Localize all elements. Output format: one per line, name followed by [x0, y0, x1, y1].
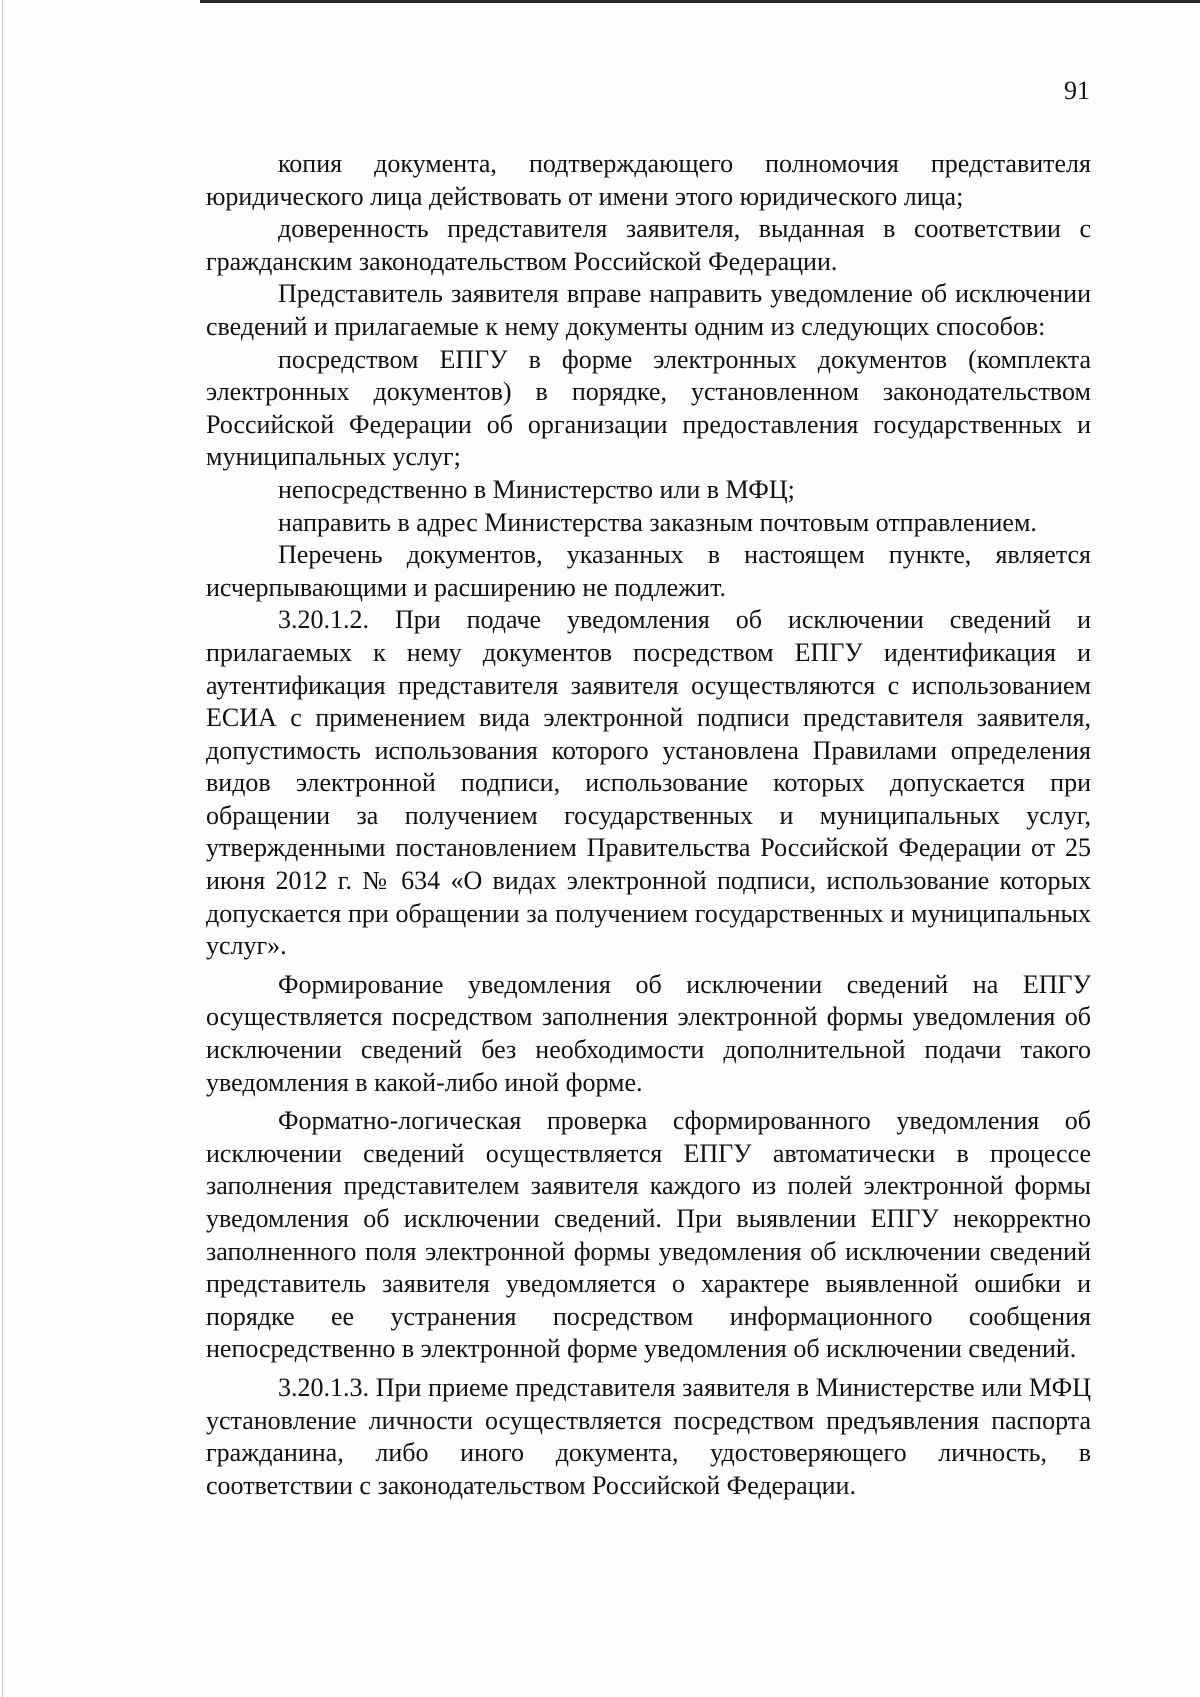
- paragraph: 3.20.1.3. При приеме представителя заявителя в Министерстве или МФЦ установление личности осуществляется посредством предъявления паспорта гражданина, либо иного документа, удостоверяющего личность, в соответствии с законодательством Российской Федерации.: [206, 1372, 1091, 1500]
- paragraph: Форматно-логическая проверка сформированного уведомления об исключении сведений осуществляется ЕПГУ автоматически в процессе заполнения представителем заявителя каждого из полей электронной формы уведомления об исключении сведений. При выявлении ЕПГУ некорректно заполненного поля электронной формы уведомления об исключении сведений представитель заявителя уведомляется о характере выявленной ошибки и порядке ее устранения посредством информационного сообщения непосредственно в электронной форме уведомления об исключении сведений.: [206, 1106, 1091, 1364]
- paragraph: Формирование уведомления об исключении сведений на ЕПГУ осуществляется посредством заполнения электронной формы уведомления об исключении сведений без необходимости дополнительной подачи такого уведомления в какой-либо иной форме.: [206, 969, 1091, 1097]
- paragraph: непосредственно в Министерство или в МФЦ;: [278, 474, 795, 504]
- paragraph: доверенность представителя заявителя, выданная в соответствии с гражданским законодательством Российской Федерации.: [206, 214, 1091, 276]
- paragraph: направить в адрес Министерства заказным почтовым отправлением.: [278, 507, 1037, 537]
- paragraph: Перечень документов, указанных в настоящем пункте, является исчерпывающими и расширению не подлежит.: [206, 540, 1091, 602]
- scan-edge-top: [200, 0, 1200, 3]
- paragraph: посредством ЕПГУ в форме электронных документов (комплекта электронных документов) в порядке, установленном законодательством Российской Федерации об организации предоставления государственных и муниципальных услуг;: [206, 344, 1091, 472]
- page-number: 91: [1064, 76, 1090, 105]
- document-body: [206, 148, 1091, 1502]
- scan-edge-left: [2, 0, 3, 1697]
- paragraph: копия документа, подтверждающего полномочия представителя юридического лица действовать от имени этого юридического лица;: [206, 149, 1091, 211]
- paragraph: 3.20.1.2. При подаче уведомления об исключении сведений и прилагаемых к нему документов посредством ЕПГУ идентификация и аутентификация представителя заявителя осуществляются с использованием ЕСИА с применением вида электронной подписи представителя заявителя, допустимость использования которого установлена Правилами определения видов электронной подписи, использование которых допускается при обращении за получением государственных и муниципальных услуг, утвержденными постановлением Правительства Российской Федерации от 25 июня 2012 г. № 634 «О видах электронной подписи, использование которых допускается при обращении за получением государственных и муниципальных услуг».: [206, 605, 1091, 961]
- paragraph: Представитель заявителя вправе направить уведомление об исключении сведений и прилагаемые к нему документы одним из следующих способов:: [206, 279, 1091, 341]
